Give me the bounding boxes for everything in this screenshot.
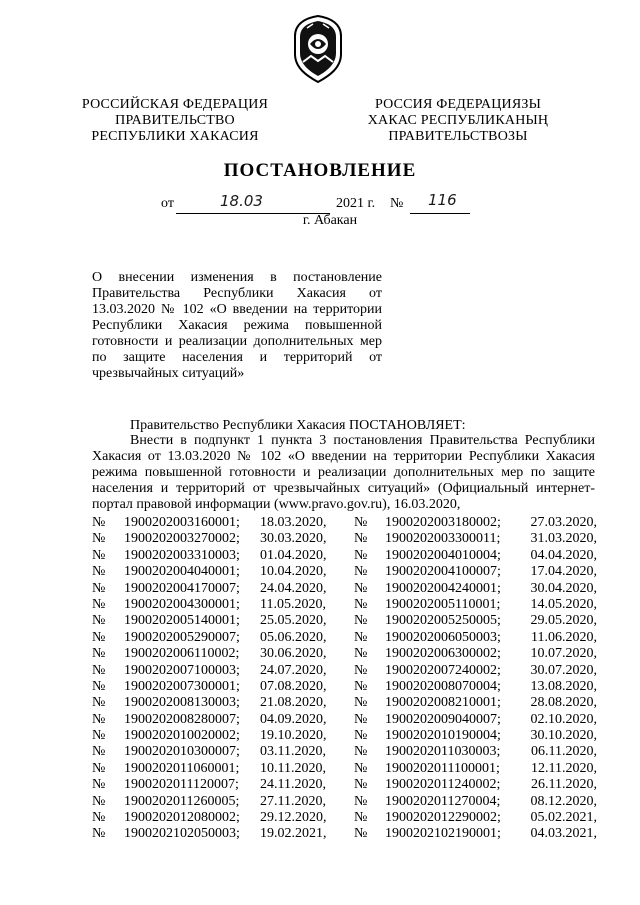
number-sign: № [92, 695, 106, 711]
publication-number: 1900202007100003; [124, 662, 240, 678]
publication-date: 30.04.2020, [530, 580, 597, 596]
publication-number: 1900202008130003; [124, 695, 240, 711]
number-sign: № [92, 596, 106, 612]
header-left-line-1: РОССИЙСКАЯ ФЕДЕРАЦИЯ [81, 97, 269, 112]
table-row [92, 679, 597, 695]
publication-number: 1900202008210001; [385, 695, 501, 711]
publication-date: 13.08.2020, [530, 678, 597, 694]
publication-number: 1900202007240002; [385, 662, 501, 678]
number-sign: № [92, 810, 106, 826]
table-row [92, 613, 597, 629]
number-sign: № [92, 515, 106, 530]
publication-number: 1900202004010004; [385, 547, 501, 563]
number-sign: № [354, 531, 368, 547]
header-left-line-2: ПРАВИТЕЛЬСТВО [115, 113, 235, 128]
publication-number: 1900202011120007; [124, 777, 239, 793]
table-row [92, 744, 597, 760]
publication-date: 19.02.2021, [260, 826, 327, 842]
publication-date: 07.08.2020, [260, 678, 327, 694]
number-sign: № [92, 678, 106, 694]
publication-number: 1900202011260005; [124, 793, 240, 809]
number-sign: № [92, 793, 106, 809]
publication-number: 1900202003270002; [124, 531, 240, 547]
table-row [92, 581, 597, 597]
publication-date: 04.09.2020, [260, 711, 327, 727]
publication-date: 30.07.2020, [530, 662, 597, 678]
publication-number: 1900202006050003; [385, 629, 501, 645]
publication-date: 03.11.2020, [260, 744, 326, 760]
publication-number: 1900202006110002; [124, 646, 240, 662]
publication-date: 02.10.2020, [530, 711, 597, 727]
number-sign: № [92, 547, 106, 563]
number-sign: № [354, 515, 368, 530]
publication-number: 1900202010190004; [385, 728, 501, 744]
publication-number: 1900202005140001; [124, 613, 240, 629]
table-row [92, 515, 597, 531]
publication-number: 1900202005110001; [385, 596, 501, 612]
header-right-line-3: ПРАВИТЕЛЬСТВОЗЫ [388, 129, 528, 144]
header-left [70, 97, 280, 145]
publication-number: 1900202004300001; [124, 596, 240, 612]
document-title: ПОСТАНОВЛЕНИЕ [223, 160, 417, 181]
date-prefix: от [161, 196, 174, 211]
publication-date: 10.04.2020, [260, 564, 327, 580]
number-sign: № [354, 580, 368, 596]
publication-number: 1900202012080002; [124, 810, 240, 826]
number-sign: № [92, 826, 106, 842]
number-sign: № [354, 662, 368, 678]
city: г. Абакан [302, 213, 358, 228]
publication-date: 21.08.2020, [260, 695, 327, 711]
table-row [92, 646, 597, 662]
publication-date: 11.06.2020, [531, 629, 597, 645]
table-row [92, 761, 597, 777]
publication-date: 10.11.2020, [260, 760, 326, 776]
publication-number: 1900202010300007; [124, 744, 240, 760]
publication-number: 1900202003300011; [385, 531, 501, 547]
publication-date: 30.03.2020, [260, 531, 327, 547]
publication-date: 05.02.2021, [530, 810, 597, 826]
number-sign: № [92, 711, 106, 727]
publication-date: 27.03.2020, [530, 515, 597, 530]
publication-date: 18.03.2020, [260, 515, 327, 530]
number-sign: № [354, 646, 368, 662]
publication-number: 1900202011100001; [385, 760, 500, 776]
publication-date: 31.03.2020, [530, 531, 597, 547]
publication-number: 1900202011030003; [385, 744, 501, 760]
header-right-line-2: ХАКАС РЕСПУБЛИКАНЫҢ [367, 113, 549, 128]
publication-number: 1900202003160001; [124, 515, 240, 530]
publication-date: 25.05.2020, [260, 613, 327, 629]
number-sign: № [354, 629, 368, 645]
number-sign: № [92, 531, 106, 547]
document-subject: О внесении изменения в постановление Правительства Республики Хакасия от 13.03.2020 № 102 «О введении на территории Республики Хакасия режима повышенной готовности и реализации дополнительных мер по защите населения и территорий от чрезвычайных ситуаций» [92, 270, 382, 381]
publication-number: 1900202011240002; [385, 777, 501, 793]
table-row [92, 712, 597, 728]
table-row [92, 777, 597, 793]
amendment-paragraph: Внести в подпункт 1 пункта 3 постановления Правительства Республики Хакасия от 13.03.2020 № 102 «О введении на территории Республики Хакасия режима повышенной готовности и реализации дополнительных мер по защите населения и территорий от чрезвычайных ситуаций» (Официальный интернет-портал правовой информации (www.pravo.gov.ru), 16.03.2020, [92, 433, 595, 512]
number-sign: № [92, 646, 106, 662]
publication-number: 1900202008070004; [385, 678, 501, 694]
number-sign: № [92, 580, 106, 596]
number-sign: № [92, 728, 106, 744]
publication-number: 1900202011060001; [124, 760, 240, 776]
number-sign: № [92, 744, 106, 760]
publication-number: 1900202003180002; [385, 515, 501, 530]
number-sign: № [92, 564, 106, 580]
number-sign: № [354, 678, 368, 694]
number-sign: № [354, 760, 368, 776]
handwritten-date: 18.03 [220, 192, 263, 210]
publication-date: 06.11.2020, [531, 744, 597, 760]
number-sign: № [390, 196, 404, 211]
publication-number: 1900202010020002; [124, 728, 240, 744]
number-sign: № [92, 760, 106, 776]
number-sign: № [354, 744, 368, 760]
publication-date: 29.05.2020, [530, 613, 597, 629]
number-sign: № [354, 596, 368, 612]
publication-number: 1900202004240001; [385, 580, 501, 596]
header-right [348, 97, 568, 145]
publication-date: 24.11.2020, [260, 777, 326, 793]
publication-number: 1900202004170007; [124, 580, 240, 596]
publication-date: 12.11.2020, [531, 760, 597, 776]
publication-number: 1900202007300001; [124, 678, 240, 694]
header-right-line-1: РОССИЯ ФЕДЕРАЦИЯЗЫ [374, 97, 542, 112]
publication-date: 24.07.2020, [260, 662, 327, 678]
number-sign: № [354, 613, 368, 629]
number-sign: № [354, 711, 368, 727]
publication-number: 1900202006300002; [385, 646, 501, 662]
publication-number: 1900202009040007; [385, 711, 501, 727]
table-row [92, 826, 597, 842]
number-sign: № [92, 629, 106, 645]
number-sign: № [92, 777, 106, 793]
publication-date: 30.10.2020, [530, 728, 597, 744]
number-sign: № [354, 793, 368, 809]
header-left-line-3: РЕСПУБЛИКИ ХАКАСИЯ [91, 129, 259, 144]
coat-of-arms-icon [291, 14, 345, 84]
publication-date: 04.04.2020, [530, 547, 597, 563]
publication-date: 28.08.2020, [530, 695, 597, 711]
publication-number: 1900202102190001; [385, 826, 501, 842]
publication-list [92, 515, 597, 843]
table-row [92, 564, 597, 580]
publication-date: 30.06.2020, [260, 646, 327, 662]
publication-number: 1900202004040001; [124, 564, 240, 580]
number-sign: № [92, 613, 106, 629]
publication-number: 1900202005290007; [124, 629, 240, 645]
number-sign: № [354, 777, 368, 793]
publication-date: 01.04.2020, [260, 547, 327, 563]
publication-date: 27.11.2020, [260, 793, 326, 809]
publication-number: 1900202011270004; [385, 793, 501, 809]
table-row [92, 695, 597, 711]
publication-date: 26.11.2020, [531, 777, 597, 793]
publication-number: 1900202102050003; [124, 826, 240, 842]
table-row [92, 548, 597, 564]
number-sign: № [354, 547, 368, 563]
table-row [92, 663, 597, 679]
number-sign: № [92, 662, 106, 678]
publication-date: 29.12.2020, [260, 810, 327, 826]
resolution-statement: Правительство Республики Хакасия ПОСТАНОВЛЯЕТ: [130, 418, 466, 433]
handwritten-number: 116 [428, 191, 457, 209]
publication-date: 24.04.2020, [260, 580, 327, 596]
number-sign: № [354, 810, 368, 826]
publication-date: 08.12.2020, [530, 793, 597, 809]
number-sign: № [354, 826, 368, 842]
publication-date: 10.07.2020, [530, 646, 597, 662]
year-text: 2021 г. [336, 196, 376, 211]
table-row [92, 810, 597, 826]
publication-date: 05.06.2020, [260, 629, 327, 645]
publication-date: 14.05.2020, [530, 596, 597, 612]
table-row [92, 794, 597, 810]
table-row [92, 531, 597, 547]
table-row [92, 597, 597, 613]
number-sign: № [354, 728, 368, 744]
publication-date: 04.03.2021, [530, 826, 597, 842]
publication-date: 19.10.2020, [260, 728, 327, 744]
publication-number: 1900202008280007; [124, 711, 240, 727]
publication-date: 17.04.2020, [530, 564, 597, 580]
publication-date: 11.05.2020, [260, 596, 326, 612]
number-sign: № [354, 695, 368, 711]
publication-number: 1900202003310003; [124, 547, 240, 563]
publication-number: 1900202005250005; [385, 613, 501, 629]
number-sign: № [354, 564, 368, 580]
table-row [92, 728, 597, 744]
table-row [92, 630, 597, 646]
publication-number: 1900202004100007; [385, 564, 501, 580]
publication-number: 1900202012290002; [385, 810, 501, 826]
